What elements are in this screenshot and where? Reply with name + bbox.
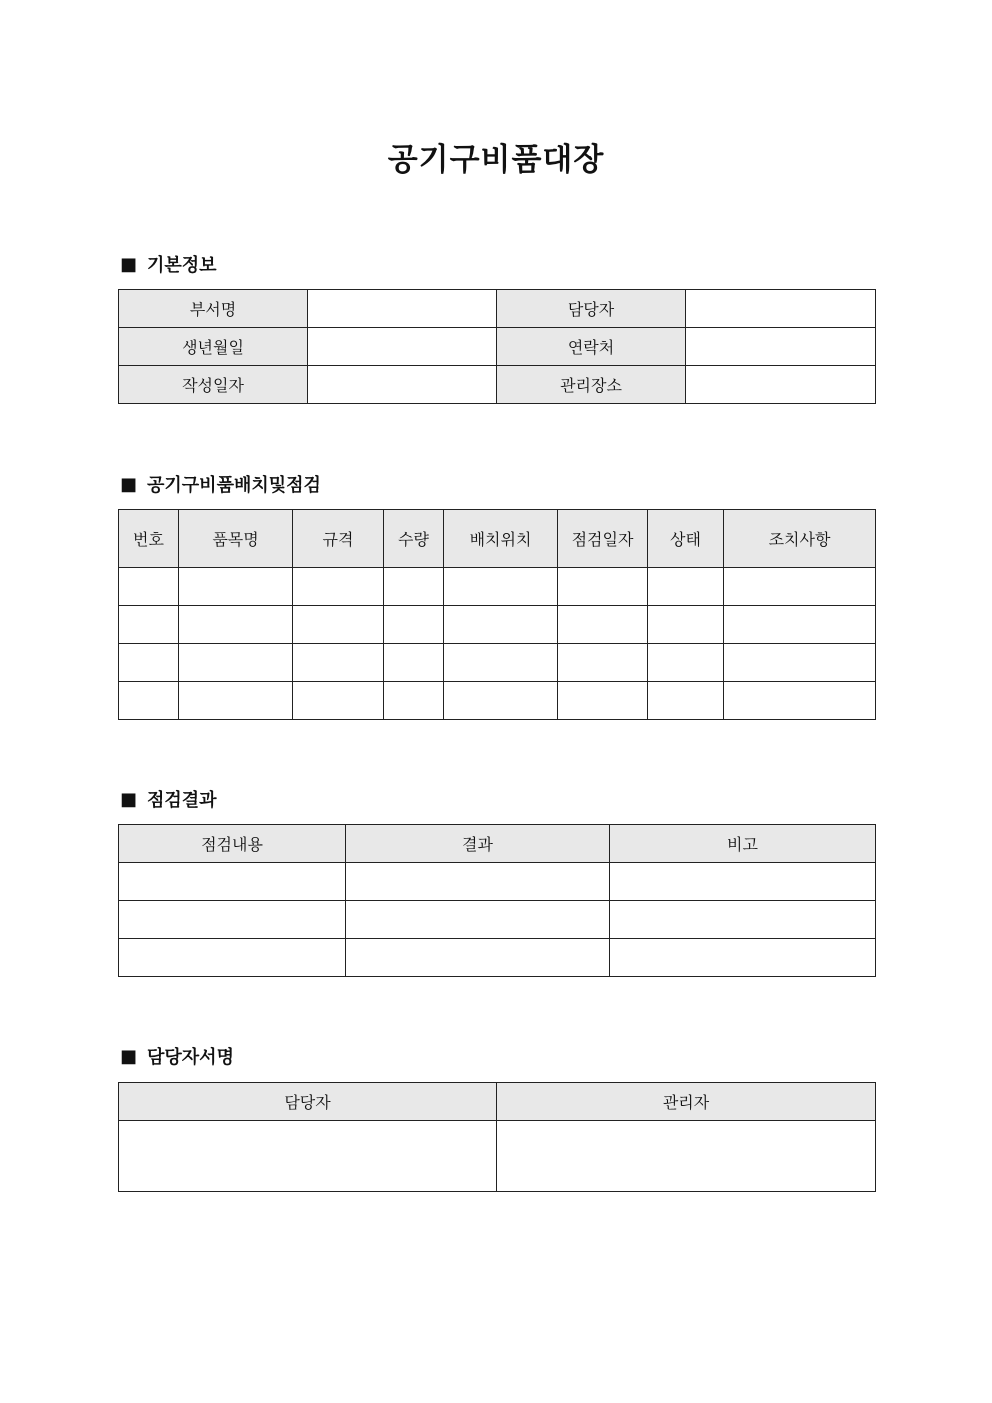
bullet-square-icon: ■ bbox=[120, 253, 138, 275]
bullet-square-icon: ■ bbox=[120, 788, 138, 810]
table-row bbox=[119, 939, 876, 977]
col-header-administrator: 관리자 bbox=[497, 1083, 876, 1121]
field-storage-location[interactable] bbox=[686, 366, 876, 404]
section-heading-label: 공기구비품배치및점검 bbox=[147, 475, 321, 496]
section-heading-label: 점검결과 bbox=[147, 790, 217, 811]
table-cell[interactable] bbox=[610, 901, 876, 939]
label-storage-location: 관리장소 bbox=[497, 366, 686, 404]
label-contact: 연락처 bbox=[497, 328, 686, 366]
table-cell[interactable] bbox=[610, 863, 876, 901]
table-cell[interactable] bbox=[179, 606, 293, 644]
table-cell[interactable] bbox=[558, 644, 648, 682]
col-header-item-name: 품목명 bbox=[179, 510, 293, 568]
table-cell[interactable] bbox=[724, 644, 876, 682]
table-cell[interactable] bbox=[648, 644, 724, 682]
bullet-square-icon: ■ bbox=[120, 1045, 138, 1067]
table-cell[interactable] bbox=[119, 606, 179, 644]
field-birthdate[interactable] bbox=[308, 328, 497, 366]
table-cell[interactable] bbox=[384, 644, 444, 682]
table-cell[interactable] bbox=[293, 568, 384, 606]
signature-field-person-in-charge[interactable] bbox=[119, 1121, 497, 1192]
table-cell[interactable] bbox=[384, 568, 444, 606]
col-header-location: 배치위치 bbox=[444, 510, 558, 568]
table-cell[interactable] bbox=[648, 682, 724, 720]
col-header-spec: 규격 bbox=[293, 510, 384, 568]
document-title: 공기구비품대장 bbox=[387, 142, 605, 178]
table-cell[interactable] bbox=[346, 939, 610, 977]
table-row bbox=[119, 682, 876, 720]
table-cell[interactable] bbox=[648, 606, 724, 644]
table-cell[interactable] bbox=[119, 901, 346, 939]
table-cell[interactable] bbox=[558, 568, 648, 606]
col-header-action: 조치사항 bbox=[724, 510, 876, 568]
col-header-inspection-content: 점검내용 bbox=[119, 825, 346, 863]
table-cell[interactable] bbox=[724, 568, 876, 606]
label-date-written: 작성일자 bbox=[119, 366, 308, 404]
table-cell[interactable] bbox=[293, 644, 384, 682]
table-cell[interactable] bbox=[119, 644, 179, 682]
table-cell[interactable] bbox=[119, 939, 346, 977]
table-cell[interactable] bbox=[119, 568, 179, 606]
table-cell[interactable] bbox=[293, 606, 384, 644]
table-cell[interactable] bbox=[179, 568, 293, 606]
table-cell[interactable] bbox=[384, 682, 444, 720]
section-heading-label: 기본정보 bbox=[147, 255, 217, 276]
signature-table bbox=[118, 1082, 876, 1192]
table-cell[interactable] bbox=[444, 606, 558, 644]
table-cell[interactable] bbox=[346, 901, 610, 939]
col-header-person-in-charge: 담당자 bbox=[119, 1083, 497, 1121]
col-header-number: 번호 bbox=[119, 510, 179, 568]
table-cell[interactable] bbox=[648, 568, 724, 606]
table-cell[interactable] bbox=[724, 606, 876, 644]
table-row bbox=[119, 644, 876, 682]
section-heading-result bbox=[120, 787, 217, 811]
col-header-status: 상태 bbox=[648, 510, 724, 568]
table-cell[interactable] bbox=[610, 939, 876, 977]
table-cell[interactable] bbox=[558, 682, 648, 720]
table-row bbox=[119, 568, 876, 606]
section-heading-sign bbox=[120, 1044, 234, 1068]
section-heading-basic bbox=[120, 252, 217, 276]
table-row bbox=[119, 863, 876, 901]
items-table bbox=[118, 509, 876, 720]
bullet-square-icon: ■ bbox=[120, 473, 138, 495]
col-header-inspection-date: 점검일자 bbox=[558, 510, 648, 568]
basic-info-table bbox=[118, 289, 876, 404]
field-contact[interactable] bbox=[686, 328, 876, 366]
label-manager: 담당자 bbox=[497, 290, 686, 328]
label-birthdate: 생년월일 bbox=[119, 328, 308, 366]
signature-field-administrator[interactable] bbox=[497, 1121, 876, 1192]
field-date-written[interactable] bbox=[308, 366, 497, 404]
table-cell[interactable] bbox=[444, 644, 558, 682]
table-cell[interactable] bbox=[346, 863, 610, 901]
section-heading-items bbox=[120, 472, 321, 496]
table-cell[interactable] bbox=[558, 606, 648, 644]
field-department[interactable] bbox=[308, 290, 497, 328]
col-header-quantity: 수량 bbox=[384, 510, 444, 568]
table-cell[interactable] bbox=[724, 682, 876, 720]
table-cell[interactable] bbox=[179, 644, 293, 682]
table-row bbox=[119, 901, 876, 939]
label-department: 부서명 bbox=[119, 290, 308, 328]
table-cell[interactable] bbox=[119, 682, 179, 720]
table-cell[interactable] bbox=[293, 682, 384, 720]
result-table bbox=[118, 824, 876, 977]
col-header-remarks: 비고 bbox=[610, 825, 876, 863]
field-manager[interactable] bbox=[686, 290, 876, 328]
table-row bbox=[119, 606, 876, 644]
col-header-result: 결과 bbox=[346, 825, 610, 863]
table-cell[interactable] bbox=[179, 682, 293, 720]
table-cell[interactable] bbox=[444, 568, 558, 606]
section-heading-label: 담당자서명 bbox=[147, 1047, 234, 1068]
table-cell[interactable] bbox=[384, 606, 444, 644]
table-cell[interactable] bbox=[119, 863, 346, 901]
table-cell[interactable] bbox=[444, 682, 558, 720]
